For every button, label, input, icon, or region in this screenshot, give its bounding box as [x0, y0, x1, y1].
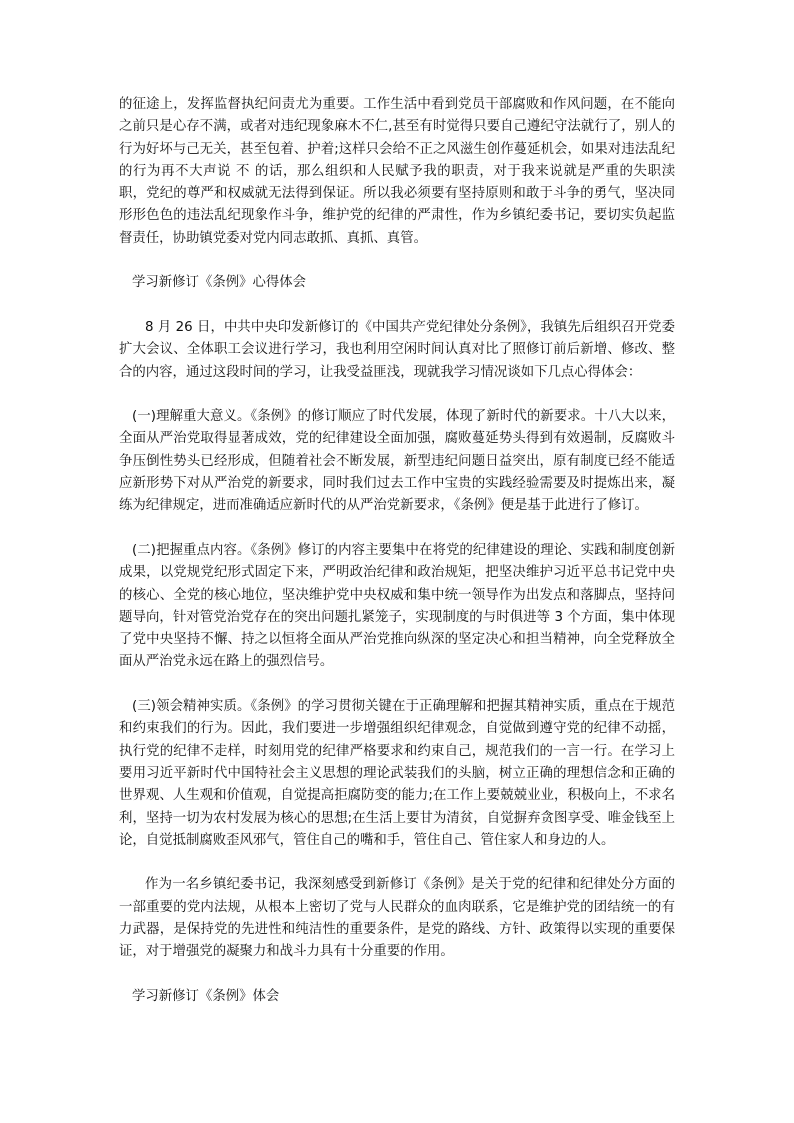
section-heading-1: 学习新修订《条例》心得体会 [132, 275, 307, 291]
paragraph-point-1: (一)理解重大意义。《条例》的修订顺应了时代发展，体现了新时代的新要求。十八大以来，全面从严治党取得显著成效，党的纪律建设全面加强，腐败蔓延势头得到有效遏制，反腐败斗争压倒性势头已经形成，但随着社会不断发展，新型违纪问题日益突出，原有制度已经不能适应新形势下对从严治党的新要求，同时我们过去工作中宝贵的实践经验需要及时提炼出来，凝练为纪律规定，进而准确适应新时代的从严治党新要求，《条例》便是基于此进行了修订。 [119, 409, 675, 514]
paragraph-gap [119, 964, 675, 986]
paragraph-gap [119, 518, 675, 540]
document-page [119, 94, 675, 1008]
paragraph-gap [119, 250, 675, 272]
paragraph-continuation: 的征途上，发挥监督执纪问责尤为重要。工作生活中看到党员干部腐败和作风问题，在不能向之前只是心存不满，或者对违纪现象麻木不仁,甚至有时觉得只要自己遵纪守法就行了，别人的行为好坏与己无关，甚至包着、护着;这样只会给不正之风滋生创作蔓延机会，如果对违法乱纪的行为再不大声说 不 的话，那么组织和人民赋予我的职责，对于我来说就是严重的失职渎职，党纪的尊严和权威就无法得到保证。所以我必须要有坚持原则和敢于斗争的勇气，坚决同形形色色的违法乱纪现象作斗争，维护党的纪律的严肃性，作为乡镇纪委书记，要切实负起监督责任，协助镇党委对党内同志敢抓、真抓、真管。 [119, 97, 675, 246]
paragraph-gap [119, 852, 675, 874]
paragraph-conclusion: 作为一名乡镇纪委书记，我深刻感受到新修订《条例》是关于党的纪律和纪律处分方面的一部重要的党内法规，从根本上密切了党与人民群众的血肉联系，它是维护党的团结统一的有力武器，是保持党的先进性和纯洁性的重要条件，是党的路线、方针、政策得以实现的重要保证，对于增强党的凝聚力和战斗力具有十分重要的作用。 [119, 877, 675, 960]
paragraph-gap [119, 295, 675, 317]
paragraph-point-2: (二)把握重点内容。《条例》修订的内容主要集中在将党的纪律建设的理论、实践和制度创新成果，以党规党纪形式固定下来，严明政治纪律和政治规矩，把坚决维护习近平总书记党中央的核心、全党的核心地位，坚决维护党中央权威和集中统一领导作为出发点和落脚点，坚持问题导向，针对管党治党存在的突出问题扎紧笼子，实现制度的与时俱进等 3 个方面，集中体现了党中央坚持不懈、持之以恒将全面从严治党推向纵深的坚定决心和担当精神，向全党释放全面从严治党永远在路上的强烈信号。 [119, 542, 675, 670]
paragraph-point-3: (三)领会精神实质。《条例》的学习贯彻关键在于正确理解和把握其精神实质，重点在于规范和约束我们的行为。因此，我们要进一步增强组织纪律观念，自觉做到遵守党的纪律不动摇，执行党的纪律不走样，时刻用党的纪律严格要求和约束自己，规范我们的一言一行。在学习上要用习近平新时代中国特社会主义思想的理论武装我们的头脑，树立正确的理想信念和正确的世界观、人生观和价值观，自觉提高拒腐防变的能力;在工作上要兢兢业业，积极向上，不求名利，坚持一切为农村发展为核心的思想;在生活上要甘为清贫，自觉摒弃贪图享受、唯金钱至上论，自觉抵制腐败歪风邪气，管住自己的嘴和手，管住自己、管住家人和身边的人。 [119, 699, 675, 848]
paragraph-gap [119, 674, 675, 696]
paragraph-gap [119, 384, 675, 406]
paragraph-intro: 8 月 26 日，中共中央印发新修订的《中国共产党纪律处分条例》，我镇先后组织召开党委扩大会议、全体职工会议进行学习，我也利用空闲时间认真对比了照修订前后新增、修改、整合的内容，通过这段时间的学习，让我受益匪浅，现就我学习情况谈如下几点心得体会： [119, 319, 675, 380]
section-heading-2: 学习新修订《条例》体会 [132, 988, 280, 1004]
